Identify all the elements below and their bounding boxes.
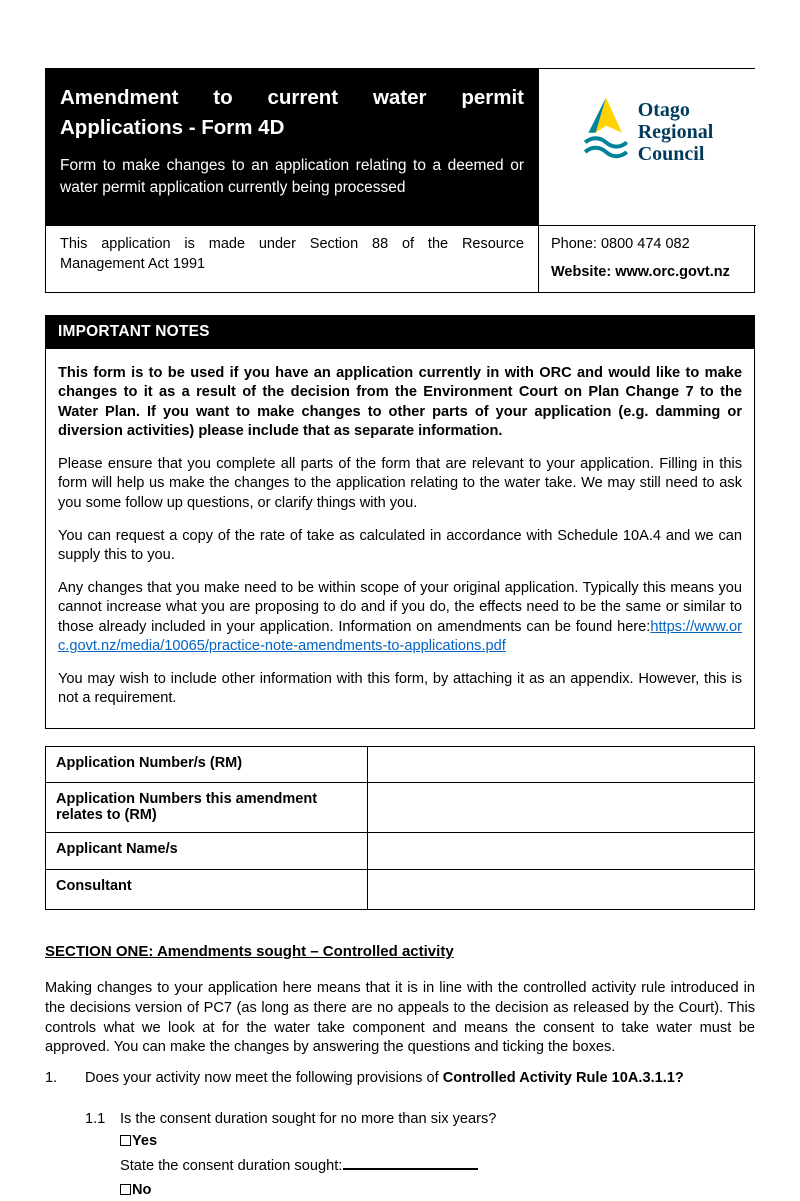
- consent-duration-line: [120, 1157, 755, 1177]
- question-1-text-bold: Controlled Activity Rule 10A.3.1.1?: [442, 1070, 684, 1087]
- consultant-input[interactable]: [367, 869, 754, 909]
- no-option: [120, 1181, 755, 1201]
- yes-checkbox[interactable]: [120, 1135, 131, 1146]
- header: [45, 68, 755, 293]
- related-application-numbers-label: Application Numbers this amendment relates to (RM): [46, 782, 368, 832]
- table-row: [46, 782, 755, 832]
- question-1-1-answers: [120, 1132, 755, 1201]
- question-1-1-number: 1.1: [85, 1110, 106, 1127]
- orc-logo-wrap: [582, 95, 714, 166]
- logo-line-3: Council: [637, 143, 705, 165]
- yes-label: Yes: [132, 1132, 158, 1149]
- act-note: This application is made under Section 88 of the Resource Management Act 1991: [46, 225, 538, 292]
- related-application-numbers-input[interactable]: [367, 782, 754, 832]
- orc-logo: [538, 69, 756, 225]
- phone-number: Phone: 0800 474 082: [551, 236, 690, 252]
- consent-duration-field[interactable]: [343, 1157, 478, 1170]
- logo-line-1: Otago: [637, 99, 690, 121]
- application-number-input[interactable]: [367, 746, 754, 782]
- application-number-label: Application Number/s (RM): [46, 746, 368, 782]
- important-notes-heading: IMPORTANT NOTES: [46, 316, 754, 349]
- page-title: Amendment to current water permit Applications - Form 4D: [60, 86, 524, 139]
- note-paragraph-2: Please ensure that you complete all parts of the form that are relevant to your application. Filling in this form will help us make the changes to the application relating to the water take. We may still need to ask you some follow up questions, or clarify things with you.: [58, 455, 742, 511]
- question-1-text: [85, 1069, 684, 1089]
- amendments-practice-note-link[interactable]: https://www.orc.govt.nz/media/10065/practice-note-amendments-to-applications.pdf: [58, 618, 742, 655]
- no-label: No: [132, 1182, 152, 1199]
- table-row: [46, 832, 755, 869]
- applicant-name-label: Applicant Name/s: [46, 832, 368, 869]
- mountain-waves-icon: [582, 95, 630, 166]
- yes-option: [120, 1132, 755, 1152]
- website-url: Website: www.orc.govt.nz: [551, 263, 730, 280]
- question-1: [45, 1069, 755, 1089]
- table-row: [46, 869, 755, 909]
- logo-line-2: Regional: [637, 121, 714, 143]
- important-notes-section: [45, 315, 755, 729]
- orc-logo-text: [638, 95, 714, 165]
- table-row: [46, 746, 755, 782]
- question-1-number: 1.: [45, 1070, 58, 1087]
- important-notes-body: [46, 349, 754, 728]
- question-1-text-regular: Does your activity now meet the following provisions of: [85, 1070, 443, 1087]
- no-checkbox[interactable]: [120, 1184, 131, 1195]
- question-1-1-text: Is the consent duration sought for no more than six years?: [120, 1110, 497, 1127]
- note-paragraph-4-text: Any changes that you make need to be within scope of your original application. Typically this means you cannot increase what you are proposing to do and if you do, the effects need to be the same or similar to those already included in your application. Information on amendments can be found here:: [58, 579, 742, 635]
- note-paragraph-1: This form is to be used if you have an application currently in with ORC and would like to make changes to it as a result of the decision from the Environment Court on Plan Change 7 to the Water Plan. If you want to make changes to other parts of your application (e.g. damming or diversion activities) please include that as separate information.: [58, 364, 742, 440]
- note-paragraph-3: You can request a copy of the rate of take as calculated in accordance with Schedule 10A.4 and we can supply this to you.: [58, 527, 742, 564]
- applicant-details-table: [45, 746, 755, 910]
- note-paragraph-4: [58, 579, 742, 657]
- consultant-label: Consultant: [46, 869, 368, 909]
- note-paragraph-5: You may wish to include other information with this form, by attaching it as an appendix. However, this is not a requirement.: [58, 670, 742, 707]
- question-1-1: [85, 1111, 755, 1127]
- header-title-block: [46, 69, 538, 225]
- applicant-name-input[interactable]: [367, 832, 754, 869]
- consent-duration-prompt: State the consent duration sought:: [120, 1157, 343, 1174]
- section-one-heading: SECTION ONE: Amendments sought – Controlled activity: [45, 942, 454, 960]
- page-subtitle: Form to make changes to an application relating to a deemed or water permit application currently being processed: [60, 157, 524, 197]
- section-one-intro: Making changes to your application here means that it is in line with the controlled activity rule introduced in the decisions version of PC7 (as long as there are no appeals to the decision as released by the Court). This controls what we look at for the water take component and means the consent to take water must be approved. You can make the changes by answering the questions and ticking the boxes.: [45, 979, 755, 1056]
- contact-block: [538, 225, 756, 292]
